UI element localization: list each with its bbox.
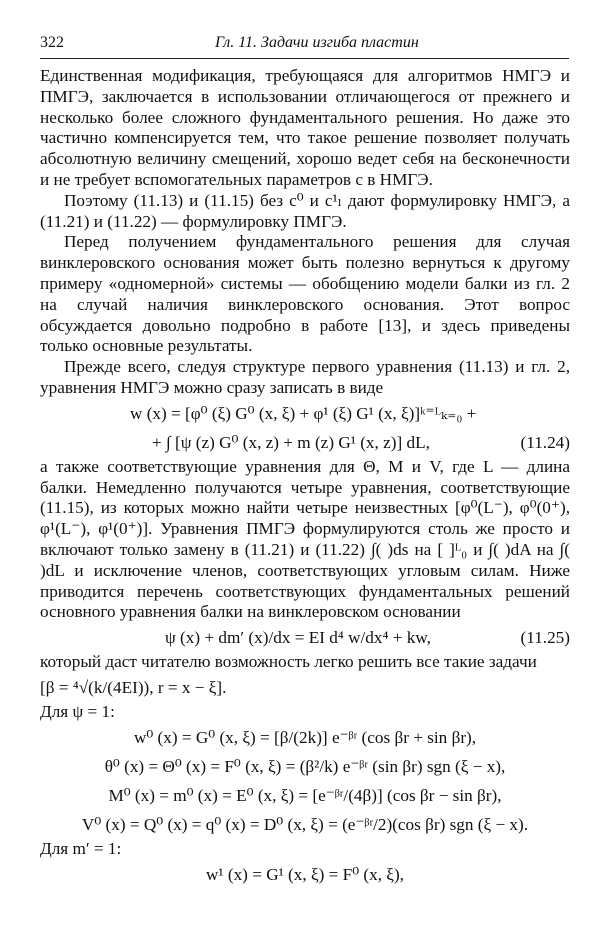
- equation-11-25: [40, 623, 570, 652]
- paragraph-first-of-all: Прежде всего, следуя структуре первого уравнения (11.13) и гл. 2, уравнения НМГЭ можно сразу записать в виде: [40, 357, 570, 397]
- page-body: [40, 66, 570, 889]
- header-rule: [40, 58, 569, 59]
- paragraph-winkler-intro: Перед получением фундаментального решения для случая винклеровского основания может быть полезно вернуться к другому примеру «одномерной» системы — обобщению модели балки из гл. 2 на случай наличия винклеровского основания. Этот вопрос обсуждается довольно подробно в работе [13], и здесь приведены только основные результаты.: [40, 232, 570, 356]
- solution-theta0: θ⁰ (x) = Θ⁰ (x) = F⁰ (x, ξ) = (β²/k) e⁻ᵝʳ (sin βr) sgn (ξ − x),: [104, 756, 506, 776]
- equation-11-24-part2: + ∫ [ψ (z) G⁰ (x, z) + m (z) G¹ (x, z)] dL,: [152, 432, 430, 452]
- paragraph-which-gives: который даст читателю возможность легко решить все такие задачи: [40, 652, 537, 672]
- equation-number-11-24: (11.24): [520, 432, 570, 452]
- solution-w1: w¹ (x) = G¹ (x, ξ) = F⁰ (x, ξ),: [206, 864, 404, 884]
- case-psi-label: Для ψ = 1:: [40, 701, 115, 721]
- running-title: Гл. 11. Задачи изгиба пластин: [215, 34, 419, 51]
- equation-number-11-25: (11.25): [520, 628, 570, 648]
- case-m-label: Для m′ = 1:: [40, 838, 122, 858]
- paragraph-modification: Единственная модификация, требующаяся для алгоритмов НМГЭ и ПМГЭ, заключается в использовании отличающегося от прежнего и несколько более сложного фундаментального решения. Но даже это частично компенсируется тем, что такое решение позволяет получать абсолютную величину смещений, хорошо ведет себя на бесконечности и не требует вспомогательных параметров c в НМГЭ.: [40, 66, 570, 189]
- equation-11-24-part1: w (x) = [φ⁰ (ξ) G⁰ (x, ξ) + φ¹ (ξ) G¹ (x, ξ)]ᵏ⁼ᴸₖ₌₀ +: [130, 403, 477, 423]
- solution-m0: M⁰ (x) = m⁰ (x) = E⁰ (x, ξ) = [e⁻ᵝʳ/(4β)] (cos βr − sin βr),: [108, 785, 502, 805]
- beta-definition: [β = ⁴√(k/(4EI)), r = x − ξ].: [40, 677, 227, 697]
- equation-11-25-formula: ψ (x) + dm′ (x)/dx = EI d⁴ w/dx⁴ + kw,: [165, 628, 431, 648]
- solution-w0: w⁰ (x) = G⁰ (x, ξ) = [β/(2k)] e⁻ᵝʳ (cos βr + sin βr),: [133, 727, 477, 747]
- page-number: 322: [40, 34, 64, 51]
- paragraph-also-equations: а также соответствующие уравнения для Θ, M и V, где L — длина балки. Немедленно получаются четыре уравнения, соответствующие (11.15), из которых можно найти четыре неизвестных [φ⁰(L⁻), φ⁰(0⁺), φ¹(L⁻), φ¹(0⁺)]. Уравнения ПМГЭ формулируются столь же просто и включают только замену в (11.21) и (11.22) ∫( )ds на [ ]ᴸ₀ и ∫( )dA на ∫( )dL и исключение членов, соответствующих угловым силам. Ниже приводится перечень соответствующих фундаментальных решений основного уравнения балки на винклеровском основании: [40, 456, 570, 622]
- equation-beta-definition: [40, 673, 570, 702]
- equation-11-24-line1: [40, 399, 570, 428]
- equation-11-24-line2: [40, 428, 570, 457]
- page-header: [40, 34, 569, 56]
- paragraph-therefore: Поэтому (11.13) и (11.15) без c⁰ и c¹ₗ дают формулировку НМГЭ, а (11.21) и (11.22) — формулировку ПМГЭ.: [40, 190, 570, 231]
- solution-v0: V⁰ (x) = Q⁰ (x) = q⁰ (x) = D⁰ (x, ξ) = (e⁻ᵝʳ/2)(cos βr) sgn (ξ − x).: [81, 814, 529, 834]
